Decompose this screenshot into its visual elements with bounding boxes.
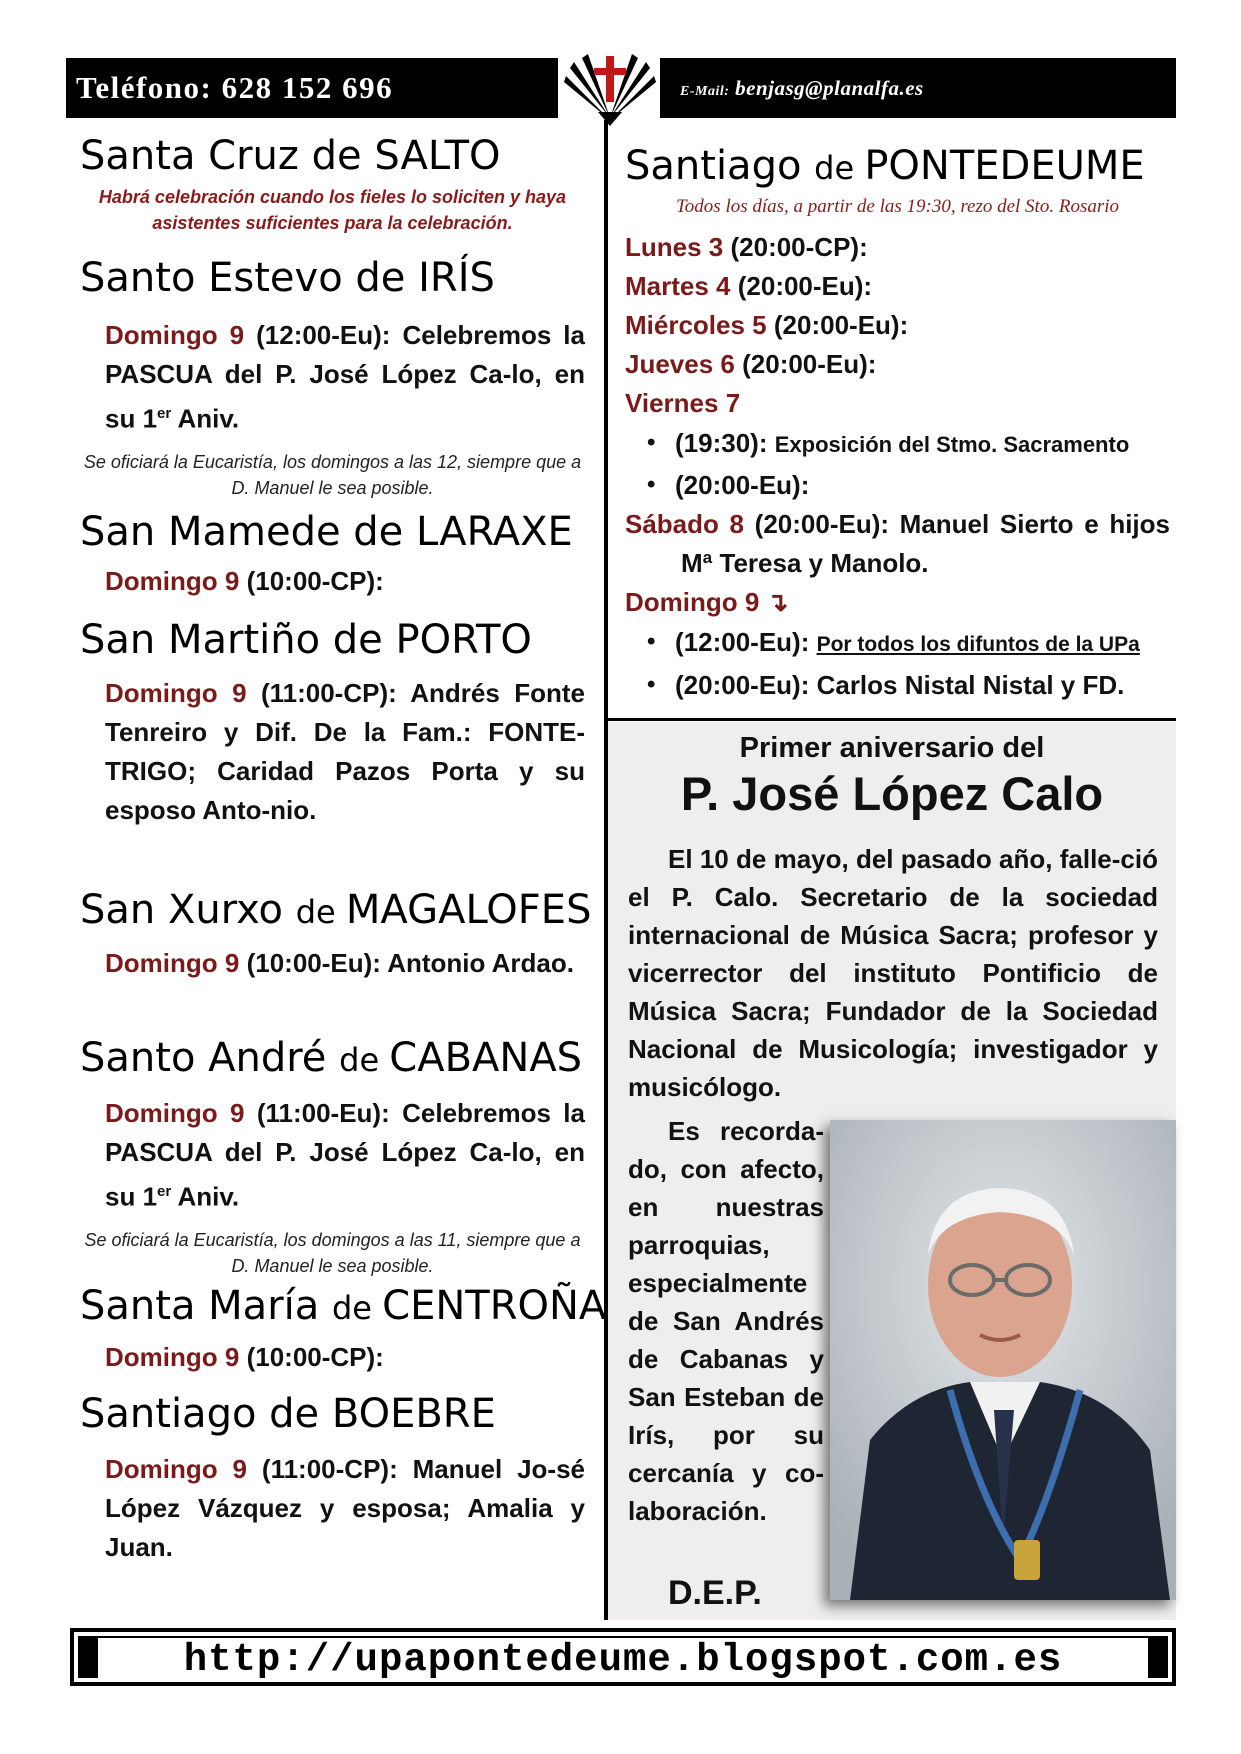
panel-body: El 10 de mayo, del pasado año, falle-ció el P. Calo. Secretario de la sociedad internacional de Música Sacra; profesor y vicerrector del instituto Pontificio de Música Sacra; Fundador de la Sociedad Nacional de Musicología; investigador y musicólogo. bbox=[628, 844, 1158, 1102]
portrait-photo bbox=[830, 1120, 1176, 1600]
laraxe-section bbox=[80, 508, 585, 601]
magalofes-section bbox=[80, 886, 592, 983]
miercoles-entry: Miércoles 5 (20:00-Eu): bbox=[625, 310, 909, 340]
magalofes-entry: Domingo 9 (10:00-Eu): Antonio Ardao. bbox=[105, 948, 574, 978]
viernes-entry: Viernes 7 bbox=[625, 388, 741, 418]
email-label: E-Mail: bbox=[680, 84, 730, 99]
viernes-bullet-1: • (19:30): Exposición del Stmo. Sacramento bbox=[625, 423, 1170, 465]
jueves-entry: Jueves 6 (20:00-Eu): bbox=[625, 349, 877, 379]
boebre-section bbox=[80, 1390, 585, 1567]
panel-dep: D.E.P. bbox=[668, 1574, 762, 1612]
viernes-bullet-2: • (20:00-Eu): bbox=[625, 465, 1170, 505]
blog-url-link[interactable]: http://upapontedeume.blogspot.com.es bbox=[98, 1638, 1148, 1680]
footer-url-box bbox=[70, 1628, 1176, 1686]
salto-section bbox=[80, 132, 585, 236]
martes-entry: Martes 4 (20:00-Eu): bbox=[625, 271, 873, 301]
pontedeume-section bbox=[625, 142, 1170, 705]
phone-banner bbox=[66, 58, 558, 118]
domingo-bullet-1: • (12:00-Eu): Por todos los difuntos de la UPa bbox=[625, 622, 1170, 665]
domingo-entry: Domingo 9 ↴ bbox=[625, 587, 789, 617]
phone-text: Teléfono: 628 152 696 bbox=[76, 70, 394, 105]
parish-title-pontedeume: Santiago de PONTEDEUME bbox=[625, 143, 1145, 189]
porto-section bbox=[80, 616, 585, 830]
boebre-entry: Domingo 9 (11:00-CP): Manuel Jo-sé López Vázquez y esposa; Amalia y Juan. bbox=[105, 1454, 585, 1562]
lunes-entry: Lunes 3 (20:00-CP): bbox=[625, 232, 868, 262]
parish-title-centrona: Santa María de CENTROÑA bbox=[80, 1283, 607, 1329]
portrait-illustration bbox=[830, 1120, 1176, 1600]
email-banner bbox=[660, 58, 1176, 118]
arrow-icon: ↴ bbox=[766, 587, 789, 617]
laraxe-entry: Domingo 9 (10:00-CP): bbox=[105, 566, 384, 596]
panel-heading: Primer aniversario del bbox=[739, 732, 1045, 764]
email-link[interactable]: benjasg@planalfa.es bbox=[735, 76, 924, 100]
cabanas-section bbox=[80, 1034, 585, 1279]
panel-divider bbox=[606, 718, 1176, 721]
parish-title-iris: Santo Estevo de IRÍS bbox=[80, 255, 495, 301]
parish-title-porto: San Martiño de PORTO bbox=[80, 617, 532, 663]
parish-title-cabanas: Santo André de CABANAS bbox=[80, 1035, 583, 1081]
iris-entry: Domingo 9 (12:00-Eu): Celebremos la PASCUA del P. José López Ca-lo, en su 1er Aniv. bbox=[105, 320, 585, 434]
porto-entry: Domingo 9 (11:00-CP): Andrés Fonte Tenreiro y Dif. De la Fam.: FONTE-TRIGO; Caridad Pazos Porta y su esposo Anto-nio. bbox=[105, 678, 585, 825]
panel-side-text: Es recorda-do, con afecto, en nuestras parroquias, especialmente de San Andrés de Cabanas y San Esteban de Irís, por su cercanía y co-laboración. bbox=[628, 1116, 824, 1526]
parish-title-salto: Santa Cruz de SALTO bbox=[80, 133, 501, 179]
parish-title-magalofes: San Xurxo de MAGALOFES bbox=[80, 887, 592, 933]
parish-title-laraxe: San Mamede de LARAXE bbox=[80, 509, 573, 555]
domingo-bullet-2: • (20:00-Eu): Carlos Nistal Nistal y FD. bbox=[625, 665, 1170, 705]
cabanas-note: Se oficiará la Eucaristía, los domingos a las 11, siempre que a D. Manuel le sea posible. bbox=[84, 1229, 581, 1276]
footer-frame bbox=[78, 1636, 1168, 1682]
panel-title: P. José López Calo bbox=[680, 767, 1104, 820]
parish-title-boebre: Santiago de BOEBRE bbox=[80, 1391, 496, 1437]
iris-section bbox=[80, 254, 585, 501]
scallop-cross-logo-icon bbox=[560, 48, 660, 128]
centrona-entry: Domingo 9 (10:00-CP): bbox=[105, 1342, 384, 1372]
centrona-section bbox=[80, 1282, 607, 1377]
rosary-note: Todos los días, a partir de las 19:30, rezo del Sto. Rosario bbox=[675, 196, 1120, 217]
salto-note: Habrá celebración cuando los fieles lo soliciten y haya asistentes suficientes para la celebración. bbox=[98, 187, 567, 233]
cabanas-entry: Domingo 9 (11:00-Eu): Celebremos la PASCUA del P. José López Ca-lo, en su 1er Aniv. bbox=[105, 1098, 585, 1212]
iris-note: Se oficiará la Eucaristía, los domingos a las 12, siempre que a D. Manuel le sea posible. bbox=[83, 451, 582, 498]
sabado-entry: Sábado 8 (20:00-Eu): Manuel Sierto e hijos Mª Teresa y Manolo. bbox=[625, 509, 1170, 578]
